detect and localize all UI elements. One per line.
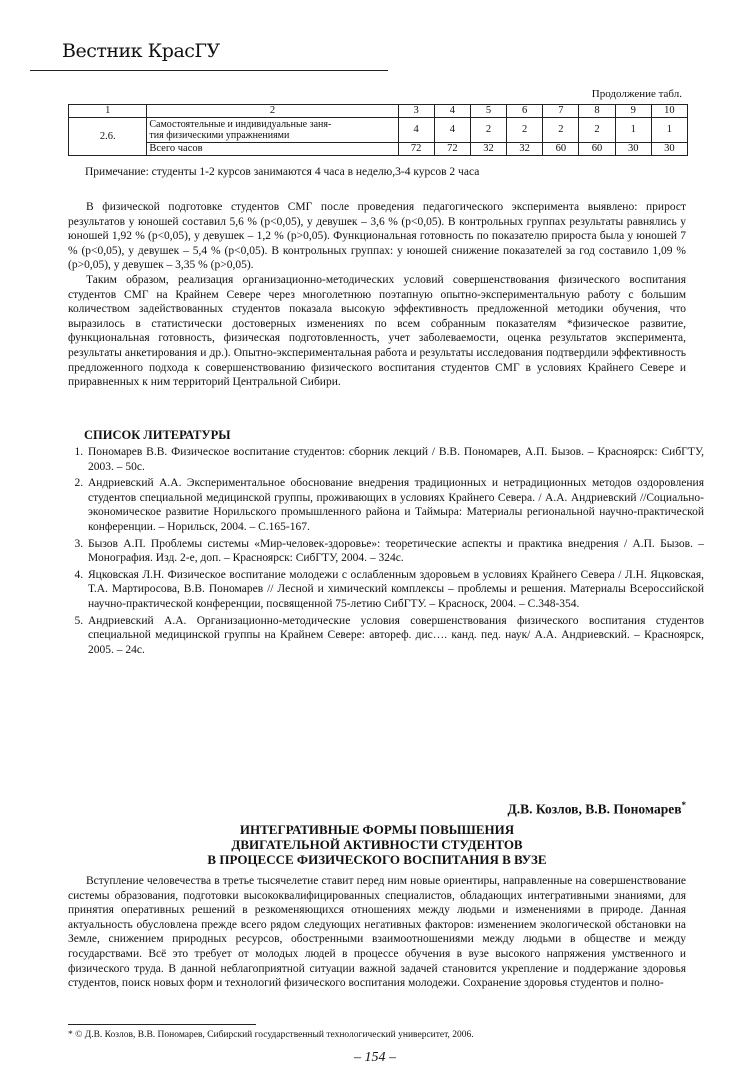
references-list xyxy=(68,445,704,659)
reference-item: 5. Андриевский А.А. Организационно-методические условия совершенствования физического воспитания студентов специальной медицинской группы на Крайнем Севере: автореф. дис…. канд. пед. наук/ А.А. Андриевский. – Красноярск, 2005. – 24с. xyxy=(86,614,704,658)
authors-footnote-mark: * xyxy=(681,800,686,810)
table-desc-line: Самостоятельные и индивидуальные заня- xyxy=(149,119,332,130)
table-cell: 72 xyxy=(398,143,434,156)
table-cell: 2 xyxy=(543,118,579,143)
title-line: В ПРОЦЕССЕ ФИЗИЧЕСКОГО ВОСПИТАНИЯ В ВУЗЕ xyxy=(207,852,547,867)
table-cell: 60 xyxy=(579,143,615,156)
table-row xyxy=(69,118,688,143)
table-header-cell: 10 xyxy=(651,105,687,118)
table-row-number: 2.6. xyxy=(69,118,147,156)
table-cell: 2 xyxy=(579,118,615,143)
table-header-cell: 2 xyxy=(147,105,398,118)
reference-item: 1. Пономарев В.В. Физическое воспитание студентов: сборник лекций / В.В. Пономарев, А.П. Бызов. – Красноярск: СибГТУ, 2003. – 50с. xyxy=(86,445,704,474)
authors-names: Д.В. Козлов, В.В. Пономарев xyxy=(507,801,682,817)
table-header-cell: 3 xyxy=(398,105,434,118)
article-title xyxy=(68,822,686,867)
table-cell: 1 xyxy=(651,118,687,143)
table-cell: 30 xyxy=(651,143,687,156)
table-row-description xyxy=(147,118,398,143)
reference-item: 3. Бызов А.П. Проблемы системы «Мир-человек-здоровье»: теоретические аспекты и практика внедрения / А.П. Бызов. – Монография. Изд. 2-е, доп. – Красноярск: СибГТУ, 2004. – 324с. xyxy=(86,537,704,566)
body-paragraph: В физической подготовке студентов СМГ после проведения педагогического эксперимента выявлено: прирост результатов у юношей составил 5,6 % (p<0,05), у девушек – 3,6 % (p<0,05). В контрольных группах результаты равнялись у юношей 1,92 % (p<0,05), у девушек – 1,2 % (p>0,05). Функциональная готовность по показателю прироста была у юношей 7 % (p<0,05), у девушек – 5,4 % (p<0,05). В контрольных группах: у юношей снижение показателей за год составило 1,09 % (p>0,05), у девушек – 3,35 % (p>0,05). xyxy=(68,201,686,272)
references-heading: СПИСОК ЛИТЕРАТУРЫ xyxy=(84,428,231,442)
journal-title: Вестник КрасГУ xyxy=(62,40,220,62)
title-line: ИНТЕГРАТИВНЫЕ ФОРМЫ ПОВЫШЕНИЯ xyxy=(239,822,515,837)
footnote-rule xyxy=(68,1024,256,1025)
table-cell: 1 xyxy=(615,118,651,143)
body-paragraph: Вступление человечества в третье тысячелетие ставит перед ним новые ориентиры, направленные на совершенствование системы образования, подготовки высококвалифицированных специалистов, обладающих интегративными знаниями, для принятия оперативных решений в резкоменяющихся отношениях между людьми и изменениями в природе. Данная актуальность обусловлена прежде всего рядом следующих негативных факторов: изменением экологической обстановки на Земле, снижением природных ресурсов, обостренными взаимоотношениями между людьми в обществе и между государствами. Всё это требует от молодых людей в процессе обучения в вузе высокого напряжения умственного и физического труда. В данной неблагоприятной ситуации важной задачей становится укрепление и поддержание здоровья студентов, поиск новых форм и технологий физического воспитания молодежи. Сохранение здоровья студентов и полно- xyxy=(68,875,686,990)
article-intro xyxy=(68,874,686,991)
header-rule xyxy=(30,70,388,71)
table-cell: 2 xyxy=(507,118,543,143)
table-cell: 2 xyxy=(470,118,506,143)
table-desc-line: тия физическими упражнениями xyxy=(149,130,290,141)
table-cell: 60 xyxy=(543,143,579,156)
table-header-cell: 7 xyxy=(543,105,579,118)
results-section xyxy=(68,200,686,390)
table-header-cell: 9 xyxy=(615,105,651,118)
table-total-row xyxy=(69,143,688,156)
body-paragraph: Таким образом, реализация организационно-методических условий совершенствования физического воспитания студентов СМГ на Крайнем Севере через многолетнюю поэтапную опытно-экспериментальную работу с большим количеством задействованных студентов показала высокую эффективность предложенной методики обучения, что выразилось в статистически достоверных изменениях по всем собранным показателям *физическое развитие, функциональная готовность, физическая подготовленность, учет заболеваемости, оценка результатов эксперимента, результаты анкетирования и др.). Опытно-экспериментальная работа и результаты исследования подтвердили эффективность предложенного подхода к совершенствованию физического воспитания студентов СМГ в условиях Крайнего Севере и приравненных к ним территорий Центральной Сибири. xyxy=(68,273,686,389)
table-cell: 32 xyxy=(470,143,506,156)
program-hours-table xyxy=(68,104,688,156)
article-authors xyxy=(507,800,686,818)
reference-item: 4. Яцковская Л.Н. Физическое воспитание молодежи с ослабленным здоровьем в условиях Крайнего Севера / Л.Н. Яцковская, Т.А. Мартиросова, В.В. Пономарев // Лесной и химический комплексы – проблемы и решения. Материалы Всероссийской научно-практической конференции, посвященной 75-летию СибГТУ. – Красноск, 2004. – С.348-354. xyxy=(86,568,704,612)
table-header-cell: 1 xyxy=(69,105,147,118)
table-header-cell: 8 xyxy=(579,105,615,118)
table-header-cell: 5 xyxy=(470,105,506,118)
table-header-row xyxy=(69,105,688,118)
table-cell: 72 xyxy=(434,143,470,156)
table-cell: 4 xyxy=(434,118,470,143)
table-continuation-label: Продолжение табл. xyxy=(591,88,682,100)
table-total-label: Всего часов xyxy=(147,143,398,156)
footnote: * © Д.В. Козлов, В.В. Пономарев, Сибирский государственный технологический университет, 2006. xyxy=(68,1030,474,1040)
page-number: – 154 – xyxy=(354,1050,396,1065)
table-header-cell: 6 xyxy=(507,105,543,118)
table-header-cell: 4 xyxy=(434,105,470,118)
reference-item: 2. Андриевский А.А. Экспериментальное обоснование внедрения традиционных и нетрадиционных методов оздоровления студентов специальной медицинской группы, проживающих в условиях Крайнего Севера. / А.А. Андриевский //Социально-экономическое развитие Норильского промышленного района и Таймыра: Материалы региональной научно-практической конференции. – Норильск, 2004. – С.165-167. xyxy=(86,476,704,534)
table-cell: 32 xyxy=(507,143,543,156)
table-cell: 4 xyxy=(398,118,434,143)
table-note: Примечание: студенты 1-2 курсов занимаются 4 часа в неделю,3-4 курсов 2 часа xyxy=(85,166,480,178)
title-line: ДВИГАТЕЛЬНОЙ АКТИВНОСТИ СТУДЕНТОВ xyxy=(231,837,523,852)
table-cell: 30 xyxy=(615,143,651,156)
